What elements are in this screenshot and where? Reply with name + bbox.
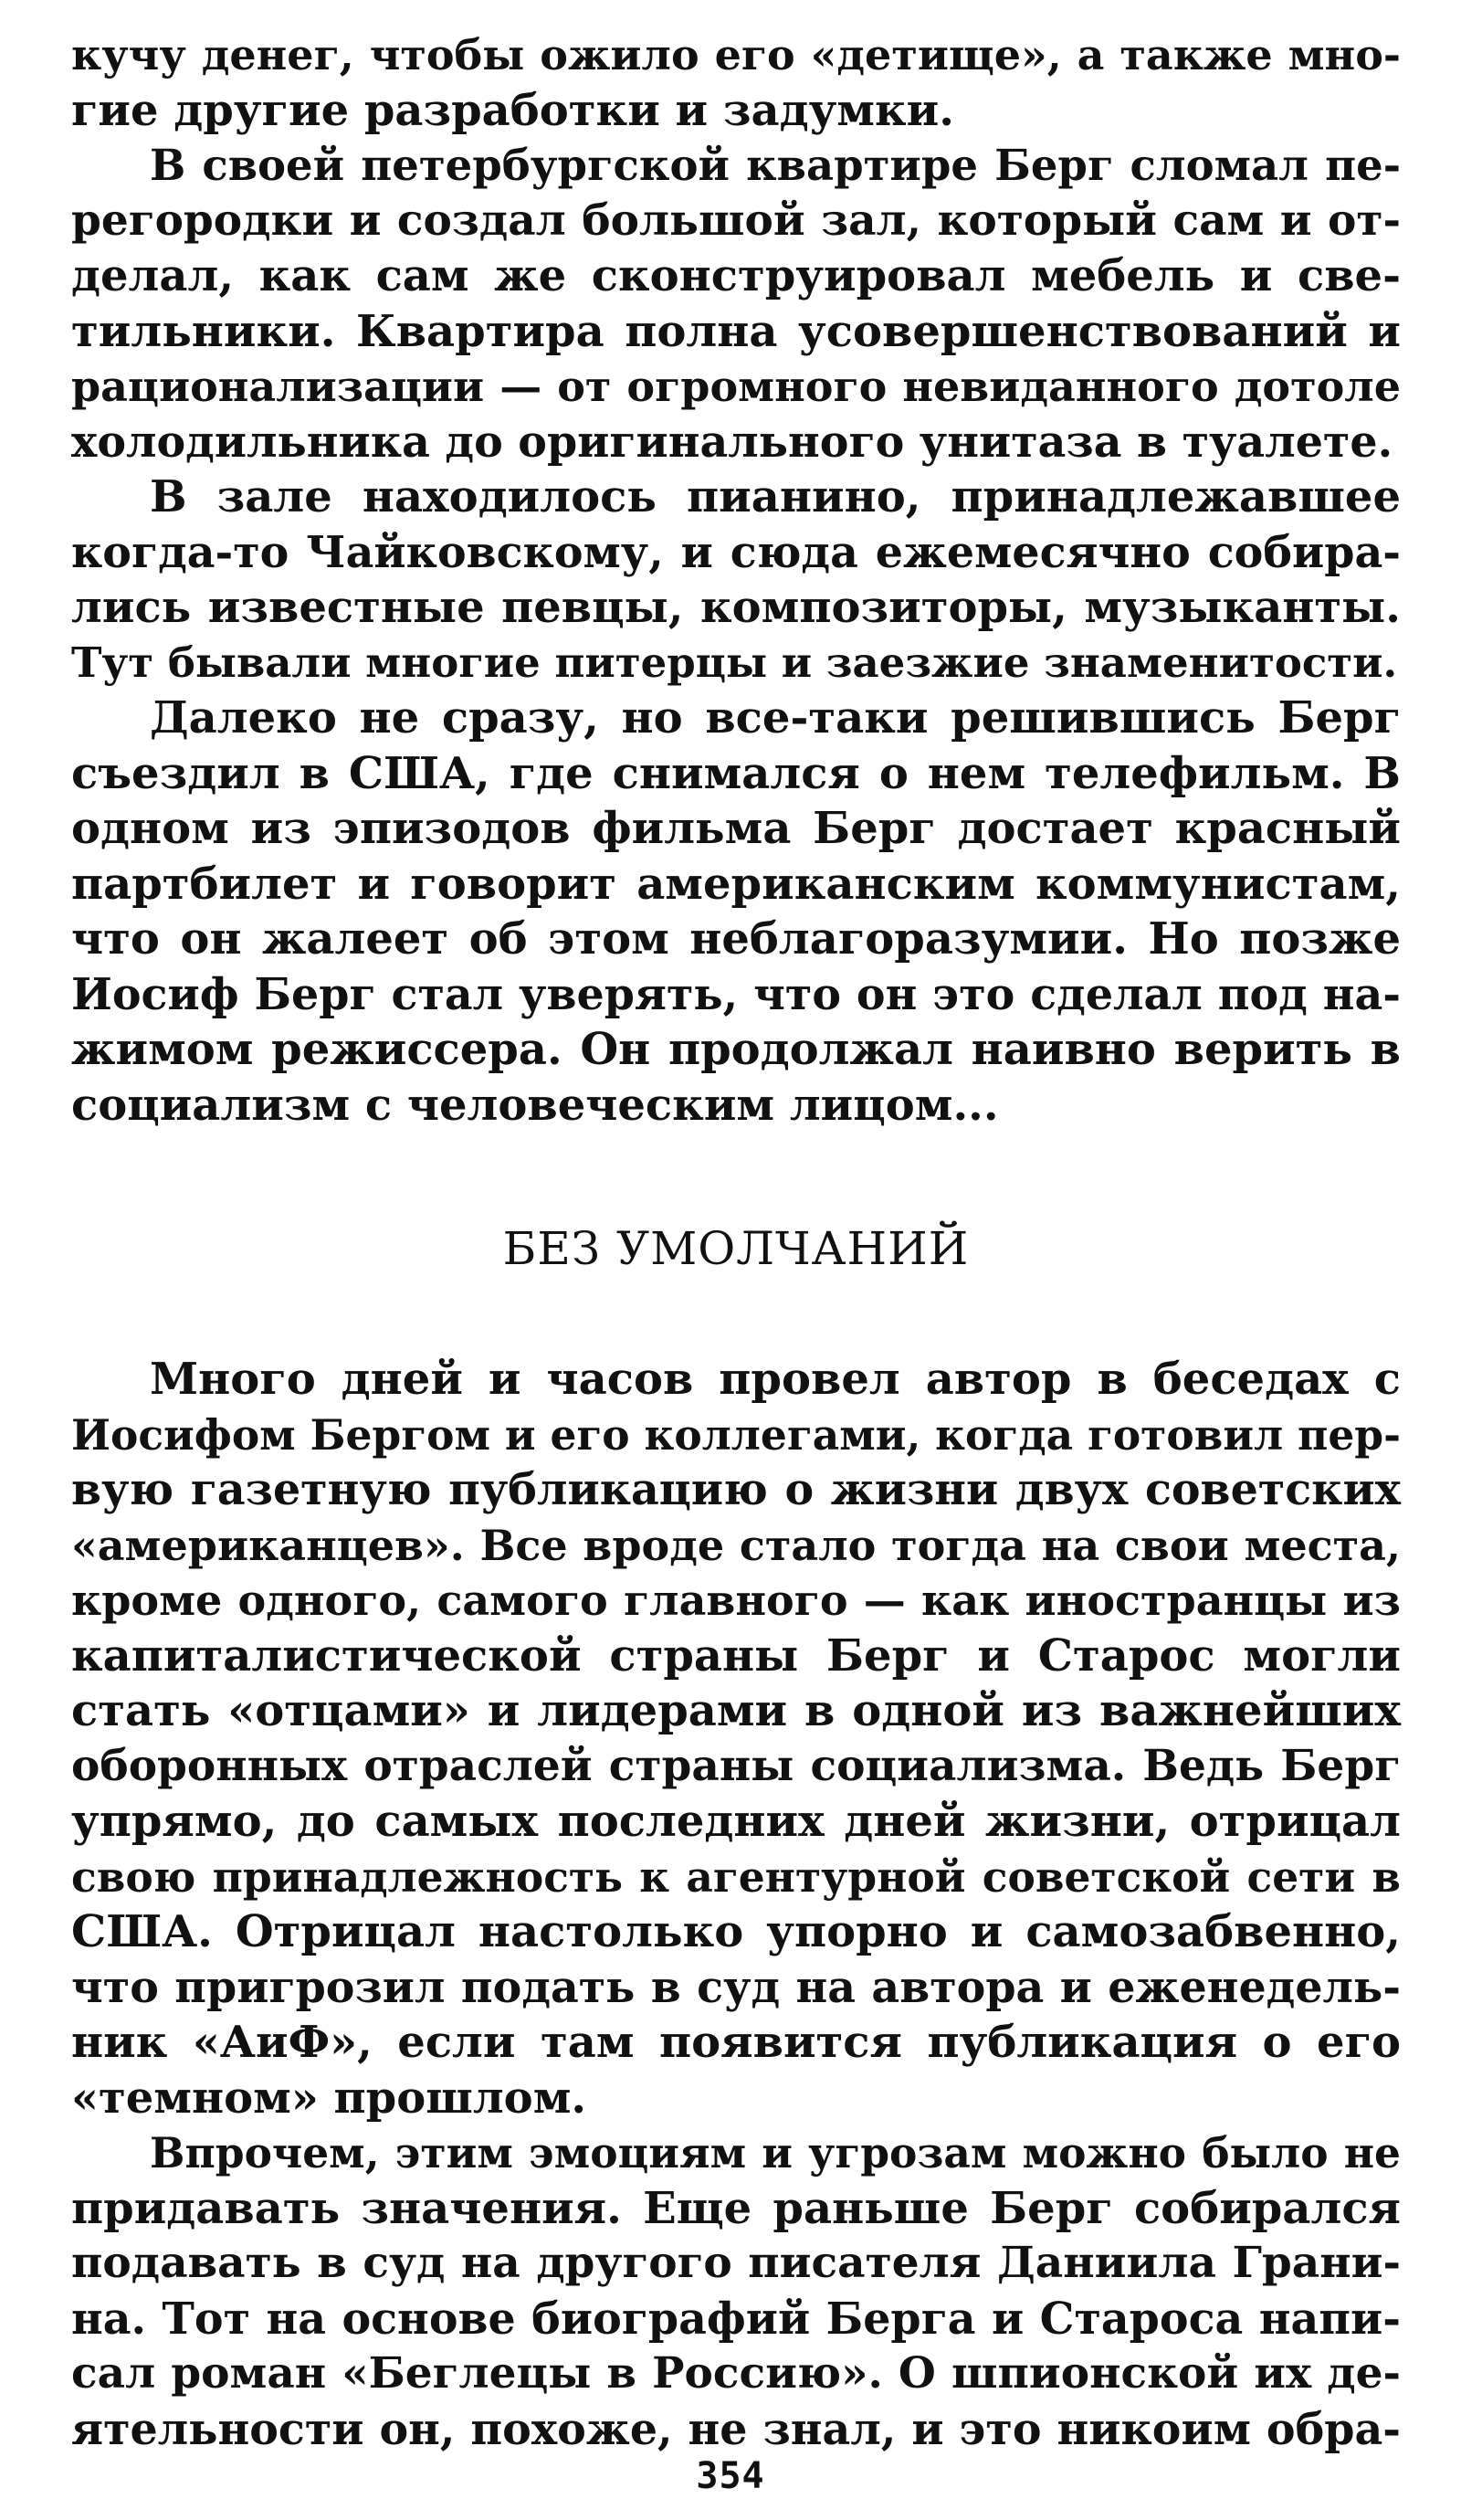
text-line: В зале находилось пианино, принадлежавшее: [150, 471, 1401, 522]
text-line: съездил в США, где снимался о нем телефильм. В: [71, 747, 1401, 799]
paragraph: [71, 1352, 1401, 2125]
text-line: капиталистической страны Берг и Старос могли: [71, 1629, 1401, 1682]
text-line: регородки и создал большой зал, который сам и от-: [71, 195, 1401, 246]
text-line: ятельности он, похоже, не знал, и это никоим обра-: [71, 2403, 1401, 2455]
text-line: В своей петербургской квартире Берг сломал пе-: [150, 140, 1401, 190]
text-line: лись известные певцы, композиторы, музыканты.: [71, 582, 1401, 633]
paragraph: [71, 469, 1401, 691]
text-line: делал, как сам же сконструировал мебель и све-: [71, 250, 1401, 301]
text-line: жимом режиссера. Он продолжал наивно верить в: [71, 1024, 1401, 1075]
text-line: Иосифом Бергом и его коллегами, когда готовил пер-: [71, 1409, 1401, 1460]
text-line: что он жалеет об этом неблагоразумии. Но позже: [71, 913, 1401, 965]
text-line: одном из эпизодов фильма Берг достает красный: [71, 803, 1401, 854]
section-heading: БЕЗ УМОЛЧАНИЙ: [502, 1222, 970, 1275]
text-line: сал роман «Беглецы в Россию». О шпионской их де-: [71, 2348, 1401, 2399]
text-line: стать «отцами» и лидерами в одной из важнейших: [71, 1685, 1401, 1736]
text-line: придавать значения. Еще раньше Берг собирался: [71, 2182, 1401, 2234]
text-line: на. Тот на основе биографий Берга и Староса напи-: [71, 2293, 1401, 2345]
page-number: 354: [696, 2455, 765, 2497]
text-line: кроме одного, самого главного — как иностранцы из: [71, 1576, 1401, 1625]
paragraph: [71, 27, 1401, 138]
text-line: тильники. Квартира полна усовершенствований и: [71, 305, 1401, 357]
text-line: оборонных отраслей страны социализма. Ведь Берг: [71, 1740, 1401, 1791]
text-line: Иосиф Берг стал уверять, что он это сделал под на-: [71, 968, 1401, 1020]
paragraph: [71, 2125, 1401, 2457]
text-line: кучу денег, чтобы ожило его «детище», а также мно-: [71, 30, 1401, 79]
text-line: что пригрозил подать в суд на автора и еженедель-: [71, 1961, 1401, 2013]
text-line: Впрочем, этим эмоциям и угрозам можно было не: [150, 2128, 1401, 2177]
paragraph: [71, 691, 1401, 1133]
paragraph: [71, 138, 1401, 469]
text-line: Далеко не сразу, но все-таки решившись Берг: [150, 692, 1401, 743]
text-line: вую газетную публикацию о жизни двух советских: [71, 1464, 1401, 1515]
text-line: упрямо, до самых последних дней жизни, отрицал: [71, 1796, 1401, 1847]
text-line: когда-то Чайковскому, и сюда ежемесячно собира-: [71, 526, 1401, 578]
text-line: Тут бывали многие питерцы и заезжие знаменитости.: [71, 638, 1398, 687]
text-line: Много дней и часов провел автор в беседах с: [150, 1354, 1401, 1405]
text-line: «темном» прошлом.: [71, 2072, 587, 2124]
text-line: ник «АиФ», если там появится публикация о его: [71, 2017, 1401, 2068]
text-line: партбилет и говорит американским коммунистам,: [71, 858, 1401, 910]
text-line: «американцев». Все вроде стало тогда на свои места,: [71, 1520, 1401, 1570]
text-line: социализм с человеческим лицом...: [71, 1079, 999, 1131]
page-text: [71, 27, 1401, 2494]
text-line: свою принадлежность к агентурной советской сети в: [71, 1851, 1401, 1902]
text-line: подавать в суд на другого писателя Даниила Грани-: [71, 2238, 1401, 2288]
text-line: холодильника до оригинального унитаза в туалете.: [71, 416, 1393, 468]
text-line: США. Отрицал настолько упорно и самозабвенно,: [71, 1906, 1401, 1957]
text-line: гие другие разработки и задумки.: [71, 84, 954, 136]
text-line: рационализации — от огромного невиданного дотоле: [71, 362, 1401, 411]
